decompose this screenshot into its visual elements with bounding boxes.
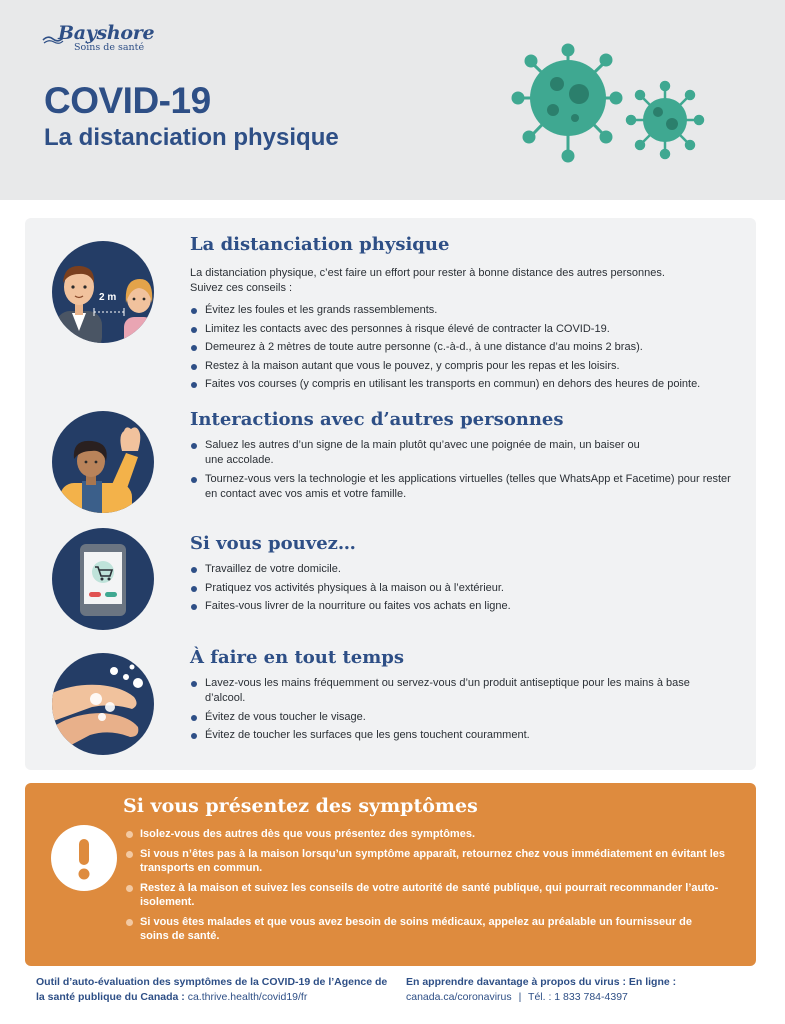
list-item: Si vous n’êtes pas à la maison lorsqu’un symptôme apparaît, retournez chez vous immédiatement en évitant les transports en commun.	[125, 847, 725, 876]
bullet-list-if-you-can	[190, 562, 750, 618]
list-item: Tournez-vous vers la technologie et les applications virtuelles (telles que WhatsApp et Facetime) pour rester en contact avec vos amis et votre famille.	[190, 472, 735, 502]
symptoms-panel	[25, 783, 756, 966]
distance-icon	[52, 241, 154, 343]
page-subtitle: La distanciation physique	[44, 124, 339, 151]
list-item: Pratiquez vos activités physiques à la maison ou à l’extérieur.	[190, 581, 750, 596]
list-item: Faites-vous livrer de la nourriture ou faites vos achats en ligne.	[190, 599, 750, 614]
header-banner	[0, 0, 785, 200]
canada-coronavirus-link[interactable]: canada.ca/coronavirus	[406, 991, 512, 1003]
bullet-list-always	[190, 676, 750, 747]
online-shopping-icon	[52, 528, 154, 630]
exclamation-icon	[51, 825, 117, 891]
section-title-always: À faire en tout temps	[190, 647, 405, 668]
list-item: Travaillez de votre domicile.	[190, 562, 750, 577]
list-item: Lavez-vous les mains fréquemment ou servez-vous d’un produit antiseptique pour les mains à base d’alcool.	[190, 676, 720, 706]
list-item: Restez à la maison autant que vous le pouvez, y compris pour les repas et les loisirs.	[190, 359, 750, 374]
symptoms-title: Si vous présentez des symptômes	[123, 795, 478, 817]
list-item: Évitez de toucher les surfaces que les gens touchent couramment.	[190, 728, 750, 743]
symptoms-bullet-list	[125, 827, 725, 949]
brand-name: Bayshore	[58, 22, 155, 44]
list-item: Évitez les foules et les grands rassemblements.	[190, 303, 750, 318]
list-item: Saluez les autres d’un signe de la main plutôt qu’avec une poignée de main, un baiser ou une accolade.	[190, 438, 660, 468]
self-assessment-link[interactable]: ca.thrive.health/covid19/fr	[187, 991, 308, 1003]
list-item: Limitez les contacts avec des personnes à risque élevé de contracter la COVID-19.	[190, 322, 750, 337]
list-item: Si vous êtes malades et que vous avez besoin de soins médicaux, appelez au préalable un fournisseur de soins de santé.	[125, 915, 695, 944]
list-item: Restez à la maison et suivez les conseils de votre autorité de santé publique, qui pourrait recommander l’auto-isolement.	[125, 881, 725, 910]
bullet-list-distancing	[190, 303, 750, 396]
footer-self-assessment	[36, 975, 396, 1005]
list-item: Demeurez à 2 mètres de toute autre personne (c.-à-d., à une distance d’au moins 2 bras).	[190, 340, 750, 355]
section-intro-distancing: La distanciation physique, c’est faire un effort pour rester à bonne distance des autres personnes. Suivez ces conseils :	[190, 267, 665, 294]
footer-left-label: Outil d’auto-évaluation des symptômes de la COVID-19 de l’Agence de la santé publique du Canada :	[36, 976, 388, 1003]
list-item: Isolez-vous des autres dès que vous présentez des symptômes.	[125, 827, 725, 842]
handwashing-icon	[52, 653, 154, 755]
page-title: COVID-19	[44, 80, 211, 121]
section-title-interactions: Interactions avec d’autres personnes	[190, 409, 564, 430]
distance-label: 2 m	[99, 292, 117, 303]
list-item: Faites vos courses (y compris en utilisant les transports en commun) en dehors des heures de pointe.	[190, 377, 750, 392]
waving-person-icon	[52, 411, 154, 513]
footer-right-label: En apprendre davantage à propos du virus : En ligne :	[406, 976, 677, 988]
section-title-distancing: La distanciation physique	[190, 234, 450, 255]
bullet-list-interactions	[190, 438, 750, 505]
logo-swoosh-icon	[42, 34, 64, 44]
footer-separator: |	[518, 991, 522, 1003]
brand-tagline: Soins de santé	[74, 42, 145, 53]
phone-number[interactable]: Tél. : 1 833 784-4397	[528, 991, 628, 1003]
section-title-if-you-can: Si vous pouvez…	[190, 533, 356, 554]
footer-learn-more	[406, 975, 766, 1005]
virus-icon	[505, 40, 715, 170]
list-item: Évitez de vous toucher le visage.	[190, 710, 750, 725]
bayshore-logo[interactable]	[44, 22, 154, 53]
